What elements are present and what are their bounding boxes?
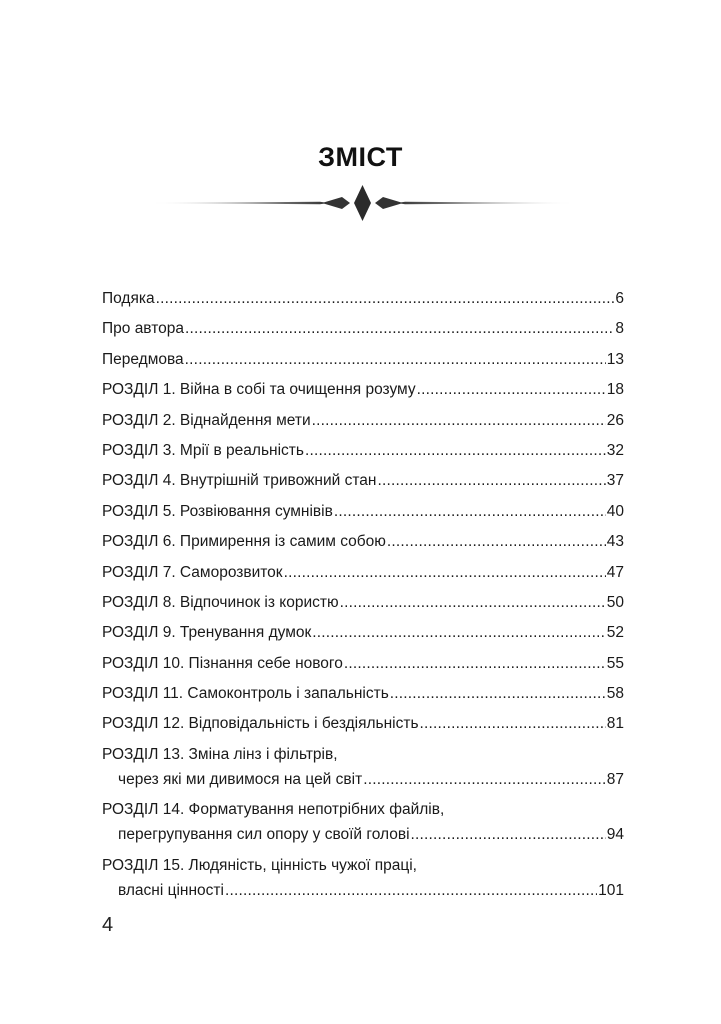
toc-entry-title: РОЗДІЛ 8. Відпочинок із користю [102,593,339,611]
toc-entry [102,681,624,706]
toc-page-number: 32 [606,441,624,459]
toc-page-number: 13 [606,350,624,368]
toc-entry [102,590,624,615]
toc-dot-leader [377,468,605,493]
toc-entry [102,742,624,792]
toc-entry-line [102,822,624,847]
toc-page-number: 52 [606,624,624,642]
toc-entry [102,651,624,676]
toc-dot-leader [420,711,606,736]
toc-entry-title: РОЗДІЛ 3. Мрії в реальність [102,441,304,459]
toc-entry-line [102,681,624,706]
toc-entry-line [102,529,624,554]
toc-entry-title: РОЗДІЛ 1. Війна в собі та очищення розуму [102,381,416,399]
toc-entry-line [102,438,624,463]
toc-entry-title: РОЗДІЛ 12. Відповідальність і бездіяльність [102,715,419,733]
toc-dot-leader [312,408,606,433]
toc-entry-title: власні цінності [118,881,224,899]
toc-dot-leader [417,377,606,402]
toc-page-number: 55 [606,654,624,672]
toc-page-number: 8 [615,320,624,338]
toc-dot-leader [334,499,606,524]
toc-entry [102,853,624,903]
toc-entry [102,468,624,493]
toc-entry-line [102,742,624,767]
toc-entry-title: РОЗДІЛ 10. Пізнання себе нового [102,654,343,672]
toc-entry [102,438,624,463]
toc-dot-leader [312,620,605,645]
page-title: ЗМІСТ [318,142,403,173]
toc-entry-line [102,620,624,645]
toc-entry-line [102,651,624,676]
ornament-divider-icon [150,183,575,223]
toc-page-number: 6 [615,290,624,307]
toc-entry-line [102,797,624,822]
toc-dot-leader [411,822,606,847]
toc-entry-line [102,590,624,615]
toc-entry [102,347,624,372]
toc-page-number: 94 [606,826,624,844]
toc-page-number: 47 [606,563,624,581]
toc-entry-line [102,767,624,792]
toc-entry [102,560,624,585]
toc-entry-title: РОЗДІЛ 13. Зміна лінз і фільтрів, [102,745,338,763]
toc-entry-title: перегрупування сил опору у своїй голові [118,826,410,844]
toc-entry-title: РОЗДІЛ 15. Людяність, цінність чужої праці, [102,856,417,874]
toc-entry [102,499,624,524]
toc-entry-title: Передмова [102,350,184,368]
toc-entry-line [102,408,624,433]
toc-dot-leader [363,767,606,792]
toc-entry-line [102,286,624,311]
toc-entry [102,286,624,311]
toc-entry-line [102,853,624,878]
toc-entry-title: РОЗДІЛ 9. Тренування думок [102,624,312,642]
toc-entry-title: РОЗДІЛ 5. Розвіювання сумнівів [102,502,333,520]
toc-entry-title: РОЗДІЛ 2. Віднайдення мети [102,411,311,429]
toc-dot-leader [340,590,606,615]
toc-entry-line [102,560,624,585]
toc-entry-line [102,377,624,402]
toc-entry [102,797,624,847]
toc-page-number: 37 [606,472,624,490]
table-of-contents [102,286,624,908]
toc-entry-line [102,347,624,372]
toc-dot-leader [225,878,597,903]
toc-entry-title: РОЗДІЛ 6. Примирення із самим собою [102,533,386,551]
toc-page-number: 40 [606,502,624,520]
toc-entry-title: Подяка [102,290,155,307]
toc-dot-leader [344,651,606,676]
toc-entry-title: Про автора [102,320,184,338]
toc-dot-leader [284,560,606,585]
toc-page-number: 43 [606,533,624,551]
toc-entry-line [102,711,624,736]
toc-page-number: 101 [598,881,624,899]
toc-entry-line [102,499,624,524]
toc-dot-leader [185,347,606,372]
toc-entry [102,316,624,341]
toc-entry-title: РОЗДІЛ 7. Саморозвиток [102,563,283,581]
toc-entry [102,620,624,645]
toc-dot-leader [185,316,614,341]
toc-page-number: 58 [606,685,624,703]
toc-page-number: 81 [606,715,624,733]
toc-entry [102,711,624,736]
toc-page-number: 87 [606,770,624,788]
toc-entry [102,377,624,402]
toc-dot-leader [390,681,606,706]
toc-entry [102,408,624,433]
toc-entry-line [102,878,624,903]
toc-entry-title: через які ми дивимося на цей світ [118,770,363,788]
toc-entry-title: РОЗДІЛ 14. Форматування непотрібних файлів, [102,801,445,819]
toc-entry-line [102,468,624,493]
toc-page-number: 26 [606,411,624,429]
toc-dot-leader [305,438,606,463]
toc-dot-leader [387,529,606,554]
toc-page-number: 18 [606,381,624,399]
toc-entry-title: РОЗДІЛ 11. Самоконтроль і запальність [102,685,389,703]
toc-page-number: 50 [606,593,624,611]
toc-entry [102,529,624,554]
toc-entry-title: РОЗДІЛ 4. Внутрішній тривожний стан [102,472,377,490]
toc-entry-line [102,316,624,341]
page-number: 4 [102,914,114,936]
toc-dot-leader [156,286,615,311]
